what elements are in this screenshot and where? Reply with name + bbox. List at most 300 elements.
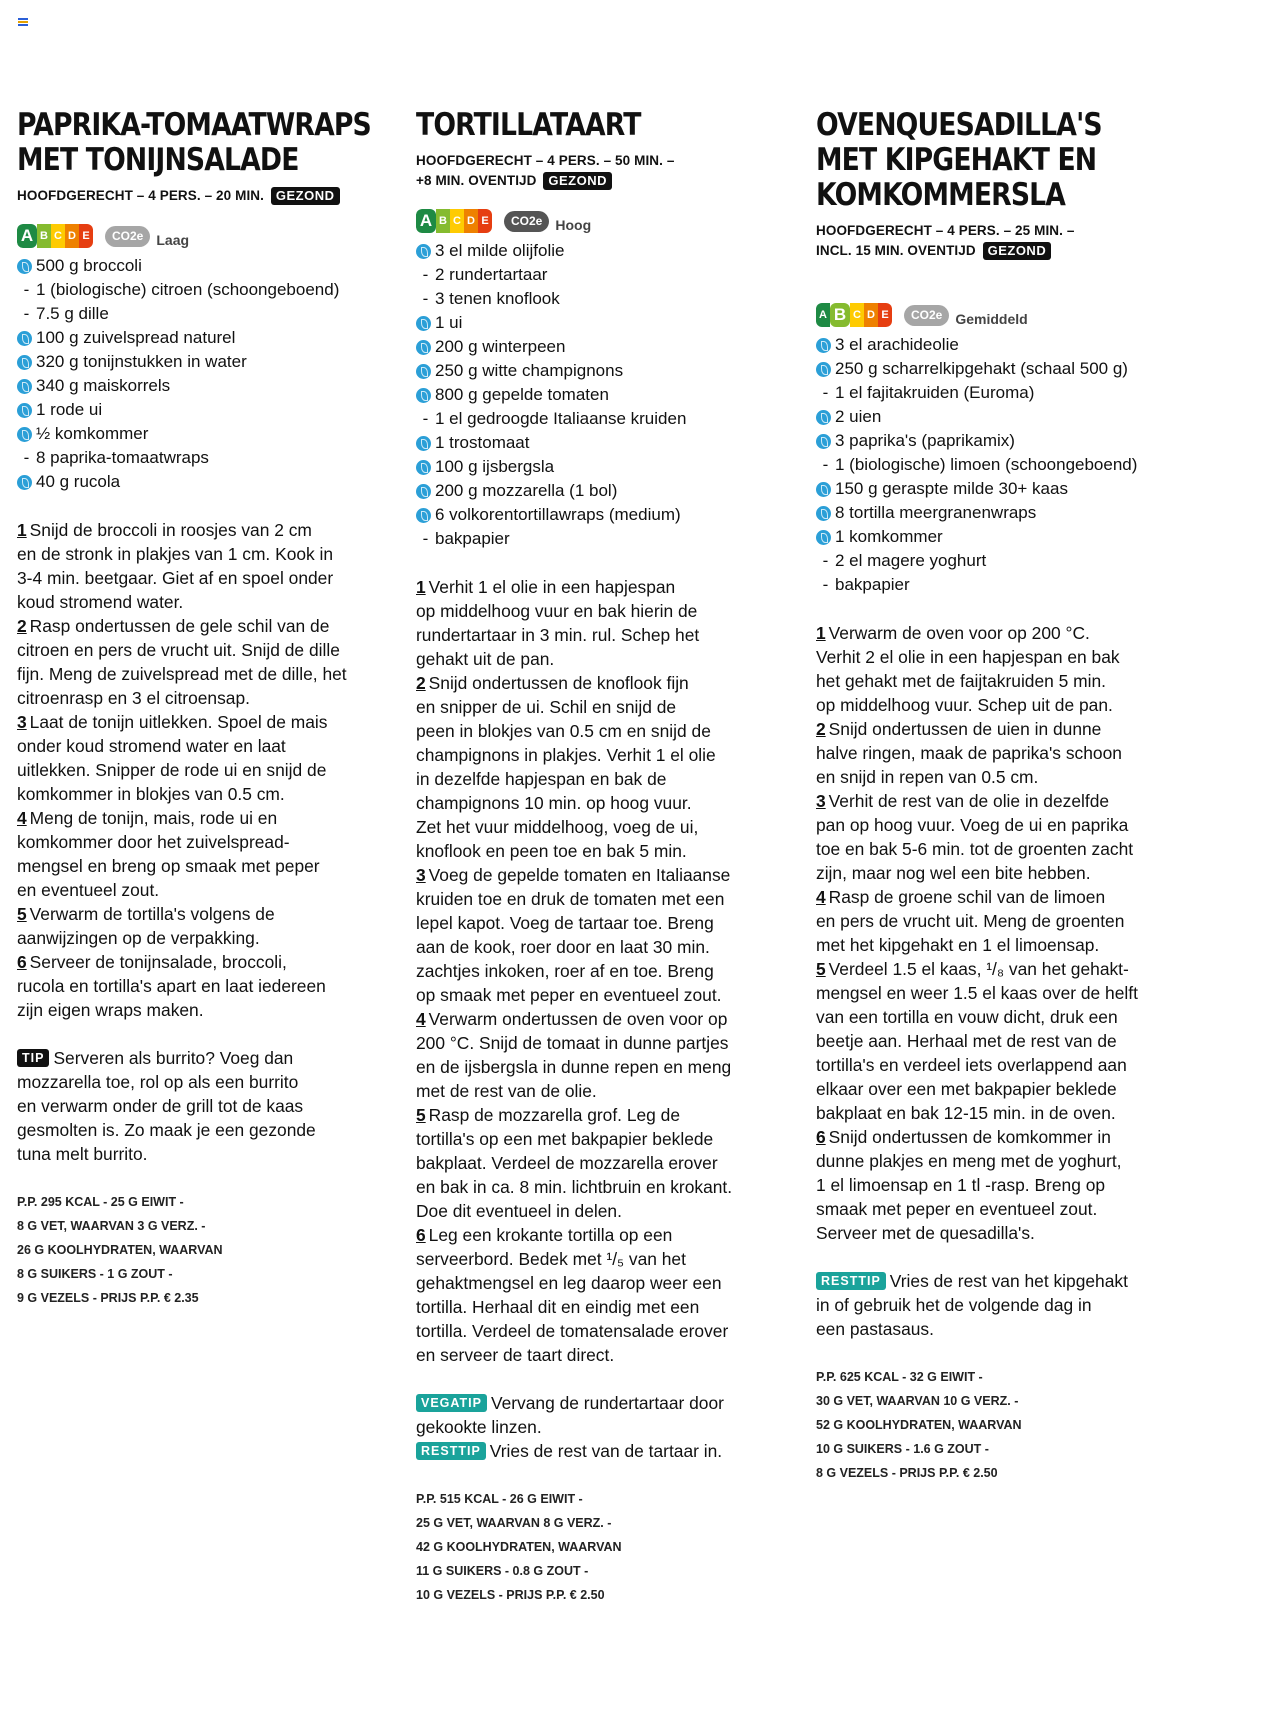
ingredient-text: 3 el milde olijfolie: [435, 241, 565, 260]
meta-text: HOOFDGERECHT – 4 PERS. – 50 MIN. –: [416, 153, 675, 168]
step-line: [416, 1295, 801, 1319]
step-line: [17, 590, 402, 614]
step-line: [416, 1007, 801, 1031]
ingredient-text: 3 paprika's (paprikamix): [835, 431, 1015, 450]
co2-level-label: Laag: [156, 232, 190, 248]
ingredient-text: 40 g rucola: [36, 472, 121, 491]
ingredient-item: [416, 407, 801, 431]
ingredient-text: 2 rundertartaar: [435, 265, 548, 284]
step-line: [17, 734, 402, 758]
nutrition-line: 8 G VET, WAARVAN 3 G VERZ. -: [17, 1219, 206, 1233]
step-line: [816, 1029, 1201, 1053]
step-line: [416, 815, 801, 839]
ingredient-item: [416, 287, 801, 311]
tip-text: en verwarm onder de grill tot de kaas: [17, 1096, 304, 1116]
nutri-score-letter: A: [816, 303, 830, 327]
step-number: 1: [17, 520, 27, 540]
step-line: [816, 1221, 1201, 1245]
ingredient-item: [816, 333, 1201, 357]
ingredient-item: [816, 381, 1201, 405]
step-line: [17, 758, 402, 782]
step-text: en snipper de ui. Schil en snijd de: [416, 697, 677, 717]
ingredient-text: 3 tenen knoflook: [435, 289, 560, 308]
step-line: [416, 959, 801, 983]
nutri-score-letter: C: [850, 303, 864, 327]
step-text: zachtjes inkoken, roer af en toe. Breng: [416, 961, 714, 981]
step-line: [17, 710, 402, 734]
nutri-score-letter: A: [17, 224, 37, 248]
nutri-score-letter: C: [51, 224, 65, 248]
dash-bullet: -: [422, 265, 429, 284]
step-text: komkommer in blokjes van 0.5 cm.: [17, 784, 285, 804]
tip-text: mozzarella toe, rol op als een burrito: [17, 1072, 299, 1092]
nutrition-line: 52 G KOOLHYDRATEN, WAARVAN: [816, 1418, 1022, 1432]
step-line: [17, 686, 402, 710]
tip-text: tuna melt burrito.: [17, 1144, 148, 1164]
ingredient-item: [416, 359, 801, 383]
nutri-score-letter: E: [79, 224, 93, 248]
ingredient-text: 320 g tonijnstukken in water: [36, 352, 247, 371]
step-line: [816, 789, 1201, 813]
step-text: fijn. Meng de zuivelspread met de dille, het: [17, 664, 347, 684]
nutrition-line: 10 G VEZELS - PRIJS P.P. € 2.50: [416, 1588, 605, 1602]
step-text: Meng de tonijn, mais, rode ui en: [29, 808, 278, 828]
step-line: [416, 1271, 801, 1295]
step-text: 3-4 min. beetgaar. Giet af en spoel onder: [17, 568, 334, 588]
co2-cloud-icon: CO2e: [904, 305, 949, 326]
step-number: 1: [416, 577, 426, 597]
ingredient-item: [416, 335, 801, 359]
nutri-score-letter: B: [37, 224, 51, 248]
ingredient-text: ½ komkommer: [36, 424, 149, 443]
ingredient-text: 7.5 g dille: [36, 304, 109, 323]
step-number: 2: [816, 719, 826, 739]
dash-bullet: -: [822, 575, 829, 594]
step-text: Leg een krokante tortilla op een: [428, 1225, 673, 1245]
step-text: aan de kook, roer door en laat 30 min.: [416, 937, 710, 957]
step-text: Rasp de mozzarella grof. Leg de: [428, 1105, 681, 1125]
step-text: Verwarm de tortilla's volgens de: [29, 904, 275, 924]
score-row: [416, 207, 801, 235]
step-line: [416, 983, 801, 1007]
step-line: [17, 662, 402, 686]
leaf-icon: [17, 403, 32, 418]
tip-text: in of gebruik het de volgende dag in: [816, 1295, 1092, 1315]
leaf-icon: [816, 482, 831, 497]
step-text: Doe dit eventueel in delen.: [416, 1201, 622, 1221]
co2-level-label: Hoog: [555, 217, 592, 233]
leaf-icon: [416, 484, 431, 499]
leaf-icon: [416, 316, 431, 331]
step-line: [816, 1101, 1201, 1125]
meta-text: HOOFDGERECHT – 4 PERS. – 25 MIN. –: [816, 223, 1075, 238]
ingredient-text: bakpapier: [435, 529, 510, 548]
ingredient-text: 800 g gepelde tomaten: [435, 385, 609, 404]
step-number: 6: [17, 952, 27, 972]
title-line: TORTILLATAART: [416, 107, 641, 143]
step-line: [17, 566, 402, 590]
step-line: [816, 621, 1201, 645]
step-line: [416, 1223, 801, 1247]
meta-text: HOOFDGERECHT – 4 PERS. – 20 MIN.: [17, 188, 265, 203]
nutri-score-letter: E: [478, 209, 492, 233]
step-text: champignons 10 min. op hoog vuur.: [416, 793, 692, 813]
ingredient-text: 100 g ijsbergsla: [435, 457, 555, 476]
meta-text: INCL. 15 MIN. OVENTIJD: [816, 243, 976, 258]
recipe-title: [816, 108, 1203, 213]
step-text: Verwarm de oven voor op 200 °C.: [828, 623, 1090, 643]
step-text: Snijd de broccoli in roosjes van 2 cm: [29, 520, 312, 540]
step-line: [416, 743, 801, 767]
step-line: [17, 782, 402, 806]
leaf-icon: [17, 331, 32, 346]
step-line: [17, 998, 402, 1022]
nutrition-line: 11 G SUIKERS - 0.8 G ZOUT -: [416, 1564, 589, 1578]
step-text: toe en bak 5-6 min. tot de groenten zacht: [816, 839, 1134, 859]
step-text: rucola en tortilla's apart en laat iedereen: [17, 976, 326, 996]
step-text: onder koud stromend water en laat: [17, 736, 286, 756]
ingredient-item: [816, 477, 1201, 501]
nutri-score-letter: D: [65, 224, 79, 248]
dash-bullet: -: [422, 409, 429, 428]
step-list: [416, 575, 801, 1367]
tip-text: Vries de rest van de tartaar in.: [489, 1441, 723, 1461]
ingredient-item: [416, 455, 801, 479]
ingredient-text: 1 el fajitakruiden (Euroma): [835, 383, 1035, 402]
score-row: [17, 222, 402, 250]
step-number: 1: [816, 623, 826, 643]
step-line: [17, 974, 402, 998]
ingredient-item: [816, 405, 1201, 429]
step-line: [416, 935, 801, 959]
step-text: Snijd ondertussen de uien in dunne: [828, 719, 1102, 739]
dash-bullet: -: [23, 280, 30, 299]
ingredient-text: 250 g witte champignons: [435, 361, 624, 380]
ingredient-text: 1 trostomaat: [435, 433, 530, 452]
step-line: [816, 1149, 1201, 1173]
step-line: [816, 1053, 1201, 1077]
step-text: beetje aan. Herhaal met de rest van de: [816, 1031, 1117, 1051]
step-text: Snijd ondertussen de knoflook fijn: [428, 673, 689, 693]
nutrition-info: [816, 1365, 1201, 1485]
step-number: 3: [816, 791, 826, 811]
step-number: 4: [416, 1009, 426, 1029]
step-line: [416, 1343, 801, 1367]
step-text: uitlekken. Snipper de rode ui en snijd de: [17, 760, 327, 780]
step-line: [17, 902, 402, 926]
step-line: [816, 717, 1201, 741]
ingredient-text: 340 g maiskorrels: [36, 376, 171, 395]
recipe-column: [816, 108, 1201, 1485]
co2-cloud-icon: CO2e: [105, 226, 150, 247]
tip-line: [416, 1439, 801, 1463]
ingredient-item: [17, 470, 402, 494]
leaf-icon: [816, 530, 831, 545]
step-text: en de ijsbergsla in dunne repen en meng: [416, 1057, 732, 1077]
gezond-tag: GEZOND: [543, 172, 612, 190]
tip-line: [17, 1046, 402, 1070]
step-text: zijn eigen wraps maken.: [17, 1000, 204, 1020]
step-line: [17, 950, 402, 974]
ingredient-text: 150 g geraspte milde 30+ kaas: [835, 479, 1068, 498]
step-text: op smaak met peper en eventueel zout.: [416, 985, 722, 1005]
tip-line: [416, 1391, 801, 1415]
step-text: Verdeel 1.5 el kaas, ¹/₈ van het gehakt-: [828, 959, 1129, 979]
step-text: halve ringen, maak de paprika's schoon: [816, 743, 1122, 763]
step-line: [416, 1151, 801, 1175]
step-number: 3: [17, 712, 27, 732]
step-text: smaak met peper en eventueel zout.: [816, 1199, 1098, 1219]
step-text: pan op hoog vuur. Voeg de ui en paprika: [816, 815, 1129, 835]
ingredient-item: [17, 398, 402, 422]
leaf-icon: [416, 244, 431, 259]
step-number: 2: [416, 673, 426, 693]
ingredient-item: [17, 422, 402, 446]
dash-bullet: -: [422, 529, 429, 548]
step-line: [416, 791, 801, 815]
leaf-icon: [17, 355, 32, 370]
meta-text: +8 MIN. OVENTIJD: [416, 173, 537, 188]
step-line: [816, 909, 1201, 933]
step-line: [416, 911, 801, 935]
leaf-icon: [416, 364, 431, 379]
ingredient-item: [816, 501, 1201, 525]
co2-cloud-icon: CO2e: [504, 211, 549, 232]
step-line: [816, 1125, 1201, 1149]
leaf-icon: [17, 259, 32, 274]
step-line: [416, 647, 801, 671]
step-line: [17, 854, 402, 878]
nutri-score-letter: D: [864, 303, 878, 327]
step-text: Verhit 2 el olie in een hapjespan en bak: [816, 647, 1120, 667]
step-text: peen in blokjes van 0.5 cm en snijd de: [416, 721, 711, 741]
title-line: PAPRIKA-TOMAATWRAPS: [17, 107, 371, 143]
step-text: Verhit de rest van de olie in dezelfde: [828, 791, 1110, 811]
tip-block: [816, 1269, 1201, 1341]
ingredient-text: 250 g scharrelkipgehakt (schaal 500 g): [835, 359, 1128, 378]
step-line: [416, 575, 801, 599]
step-text: Verwarm ondertussen de oven voor op: [428, 1009, 728, 1029]
ingredient-item: [416, 311, 801, 335]
step-text: bakplaat en bak 12-15 min. in de oven.: [816, 1103, 1116, 1123]
step-line: [816, 741, 1201, 765]
step-text: met het kipgehakt en 1 el limoensap.: [816, 935, 1100, 955]
step-line: [416, 719, 801, 743]
step-line: [816, 981, 1201, 1005]
tip-line: [17, 1094, 402, 1118]
step-text: Laat de tonijn uitlekken. Spoel de mais: [29, 712, 328, 732]
leaf-icon: [816, 434, 831, 449]
ingredient-text: 8 tortilla meergranenwraps: [835, 503, 1037, 522]
step-list: [816, 621, 1201, 1245]
step-text: Rasp ondertussen de gele schil van de: [29, 616, 330, 636]
step-number: 5: [17, 904, 27, 924]
nutri-score: [816, 303, 892, 327]
step-line: [17, 518, 402, 542]
step-text: dunne plakjes en meng met de yoghurt,: [816, 1151, 1122, 1171]
ingredient-text: 1 (biologische) limoen (schoongeboend): [835, 455, 1138, 474]
tip-line: [17, 1118, 402, 1142]
gezond-tag: GEZOND: [271, 187, 340, 205]
step-text: tortilla's op een met bakpapier beklede: [416, 1129, 714, 1149]
leaf-icon: [416, 460, 431, 475]
step-number: 2: [17, 616, 27, 636]
tip-line: [17, 1070, 402, 1094]
ingredient-item: [17, 350, 402, 374]
step-text: zijn, maar nog wel een bite hebben.: [816, 863, 1091, 883]
step-line: [416, 1175, 801, 1199]
ingredient-item: [816, 549, 1201, 573]
nutrition-line: 8 G SUIKERS - 1 G ZOUT -: [17, 1267, 173, 1281]
step-line: [816, 693, 1201, 717]
ingredient-item: [17, 254, 402, 278]
step-line: [17, 614, 402, 638]
ingredient-list: [17, 254, 402, 494]
step-line: [416, 839, 801, 863]
nutri-score-letter: C: [450, 209, 464, 233]
dash-bullet: -: [23, 304, 30, 323]
ingredient-list: [816, 333, 1201, 597]
tip-text: Serveren als burrito? Voeg dan: [53, 1048, 294, 1068]
leaf-icon: [17, 379, 32, 394]
step-line: [816, 1077, 1201, 1101]
leaf-icon: [816, 506, 831, 521]
ingredient-item: [416, 503, 801, 527]
step-line: [816, 645, 1201, 669]
tip-badge: RESTTIP: [816, 1272, 886, 1290]
leaf-icon: [816, 362, 831, 377]
ingredient-item: [17, 446, 402, 470]
nutrition-line: 8 G VEZELS - PRIJS P.P. € 2.50: [816, 1466, 998, 1480]
step-text: knoflook en peen toe en bak 5 min.: [416, 841, 687, 861]
ingredient-item: [816, 525, 1201, 549]
ingredient-item: [816, 429, 1201, 453]
ingredient-text: 500 g broccoli: [36, 256, 142, 275]
ingredient-item: [17, 374, 402, 398]
ingredient-item: [416, 263, 801, 287]
step-line: [816, 885, 1201, 909]
title-line: OVENQUESADILLA'S: [816, 107, 1102, 143]
tip-block: [416, 1391, 801, 1463]
leaf-icon: [416, 388, 431, 403]
step-line: [17, 878, 402, 902]
nutrition-line: 9 G VEZELS - PRIJS P.P. € 2.35: [17, 1291, 199, 1305]
step-text: Serveer de tonijnsalade, broccoli,: [29, 952, 287, 972]
menu-icon[interactable]: [18, 18, 28, 26]
ingredient-item: [416, 431, 801, 455]
leaf-icon: [416, 436, 431, 451]
nutrition-line: P.P. 515 KCAL - 26 G EIWIT -: [416, 1492, 583, 1506]
step-text: en pers de vrucht uit. Meng de groenten: [816, 911, 1125, 931]
step-text: champignons in plakjes. Verhit 1 el olie: [416, 745, 716, 765]
step-line: [17, 638, 402, 662]
ingredient-item: [816, 357, 1201, 381]
step-text: op middelhoog vuur en bak hierin de: [416, 601, 698, 621]
step-text: kruiden toe en druk de tomaten met een: [416, 889, 725, 909]
dash-bullet: -: [822, 383, 829, 402]
ingredient-item: [17, 278, 402, 302]
nutrition-info: [416, 1487, 801, 1607]
step-text: en serveer de taart direct.: [416, 1345, 615, 1365]
step-line: [17, 806, 402, 830]
nutrition-line: P.P. 295 KCAL - 25 G EIWIT -: [17, 1195, 184, 1209]
step-line: [416, 1199, 801, 1223]
ingredient-text: 6 volkorentortillawraps (medium): [435, 505, 681, 524]
step-text: aanwijzingen op de verpakking.: [17, 928, 260, 948]
ingredient-item: [816, 573, 1201, 597]
tip-text: Vries de rest van het kipgehakt: [889, 1271, 1128, 1291]
step-text: citroen en pers de vrucht uit. Snijd de dille: [17, 640, 340, 660]
nutri-score-letter: D: [464, 209, 478, 233]
tip-badge: VEGATIP: [416, 1394, 487, 1412]
ingredient-text: 100 g zuivelspread naturel: [36, 328, 236, 347]
nutri-score: [416, 209, 492, 233]
step-text: lepel kapot. Voeg de tartaar toe. Breng: [416, 913, 714, 933]
step-line: [816, 1197, 1201, 1221]
step-text: 1 el limoensap en 1 tl -rasp. Breng op: [816, 1175, 1106, 1195]
leaf-icon: [17, 475, 32, 490]
leaf-icon: [816, 410, 831, 425]
step-text: tortilla. Verdeel de tomatensalade erover: [416, 1321, 729, 1341]
tip-line: [17, 1142, 402, 1166]
step-line: [816, 765, 1201, 789]
step-line: [816, 957, 1201, 981]
step-text: met de rest van de olie.: [416, 1081, 597, 1101]
step-number: 3: [416, 865, 426, 885]
step-line: [416, 1319, 801, 1343]
step-line: [416, 1055, 801, 1079]
gezond-tag: GEZOND: [983, 242, 1052, 260]
step-text: mengsel en breng op smaak met peper: [17, 856, 320, 876]
leaf-icon: [17, 427, 32, 442]
step-text: het gehakt met de faijtakruiden 5 min.: [816, 671, 1107, 691]
recipe-title: [416, 108, 803, 143]
co2-level-label: Gemiddeld: [955, 311, 1028, 327]
leaf-icon: [416, 340, 431, 355]
ingredient-list: [416, 239, 801, 551]
step-text: Snijd ondertussen de komkommer in: [828, 1127, 1111, 1147]
step-line: [816, 1173, 1201, 1197]
ingredient-text: 2 el magere yoghurt: [835, 551, 987, 570]
step-text: Rasp de groene schil van de limoen: [828, 887, 1106, 907]
tip-badge: TIP: [17, 1049, 49, 1067]
step-line: [816, 669, 1201, 693]
step-line: [416, 1031, 801, 1055]
step-line: [17, 830, 402, 854]
ingredient-item: [17, 302, 402, 326]
tip-line: [816, 1269, 1201, 1293]
tip-line: [416, 1415, 801, 1439]
step-text: serveerbord. Bedek met ¹/₅ van het: [416, 1249, 686, 1269]
dash-bullet: -: [422, 289, 429, 308]
recipe-meta: [416, 151, 801, 191]
step-line: [416, 623, 801, 647]
step-text: elkaar over een met bakpapier beklede: [816, 1079, 1117, 1099]
step-line: [816, 933, 1201, 957]
step-number: 5: [816, 959, 826, 979]
tip-text: gesmolten is. Zo maak je een gezonde: [17, 1120, 316, 1140]
step-line: [816, 837, 1201, 861]
step-line: [416, 671, 801, 695]
ingredient-text: 3 el arachideolie: [835, 335, 959, 354]
step-line: [17, 542, 402, 566]
step-text: mengsel en weer 1.5 el kaas over de helft: [816, 983, 1138, 1003]
step-line: [416, 695, 801, 719]
recipe-meta: [17, 186, 402, 206]
step-line: [816, 861, 1201, 885]
step-number: 6: [416, 1225, 426, 1245]
nutrition-line: 30 G VET, WAARVAN 10 G VERZ. -: [816, 1394, 1019, 1408]
